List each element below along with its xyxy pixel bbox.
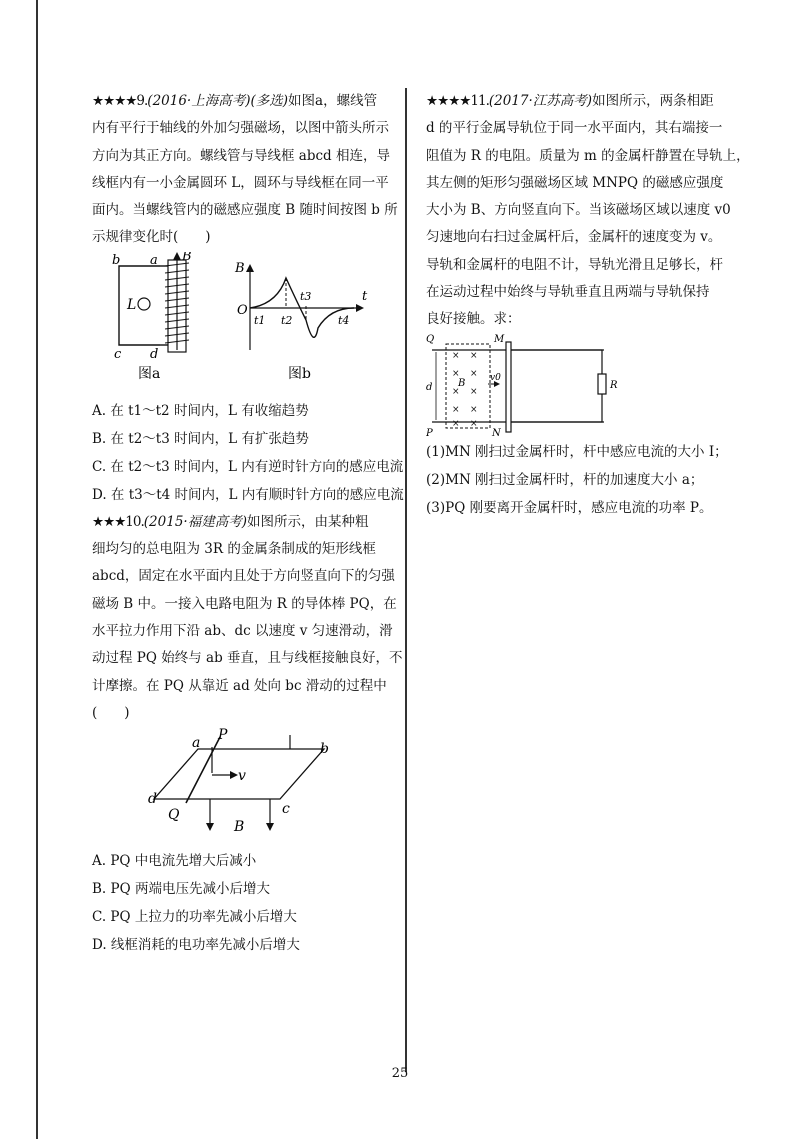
q11-figure bbox=[426, 334, 746, 438]
label-P: P bbox=[218, 727, 228, 744]
q10-line: 磁场 B 中。一接入电路电阻为 R 的导体棒 PQ，在 bbox=[92, 595, 397, 612]
label-b: b bbox=[320, 741, 329, 758]
q11-line: 导轨和金属杆的电阻不计，导轨光滑且足够长，杆 bbox=[426, 256, 723, 273]
q11-line: d 的平行金属导轨位于同一水平面内，其右端接一 bbox=[426, 120, 723, 137]
column-divider bbox=[405, 88, 407, 1072]
q10-source: (2015·福建高考) bbox=[143, 513, 247, 530]
q9-figure-svg bbox=[92, 252, 400, 397]
page-number: 25 bbox=[391, 1066, 409, 1081]
q9-text: 如图a，螺线管 bbox=[288, 93, 378, 109]
q11-stars: ★★★★11. bbox=[426, 93, 489, 109]
question-10 bbox=[92, 509, 403, 959]
left-margin-rule bbox=[36, 0, 38, 1139]
q10-option-c: C. PQ 上拉力的功率先减小后增大 bbox=[92, 909, 297, 926]
label-c: c bbox=[114, 346, 122, 362]
q11-subquestion-2: (2)MN 刚扫过金属杆时，杆的加速度大小 a； bbox=[426, 471, 704, 488]
q10-stars: ★★★10. bbox=[92, 513, 144, 530]
label-N: N bbox=[492, 427, 501, 438]
label-v0: v0 bbox=[490, 372, 501, 383]
tick-t2: t2 bbox=[281, 313, 293, 327]
q9-source: (2016·上海高考)(多选) bbox=[147, 93, 289, 109]
label-B: B bbox=[182, 251, 192, 264]
q11-subquestion-1: (1)MN 刚扫过金属杆时，杆中感应电流的大小 I； bbox=[426, 443, 728, 460]
label-Q: Q bbox=[426, 333, 435, 345]
q11-line: 良好接触。求： bbox=[426, 311, 521, 328]
label-d: d bbox=[426, 381, 433, 393]
label-M: M bbox=[494, 333, 505, 345]
label-P: P bbox=[426, 427, 433, 438]
label-L: L bbox=[127, 296, 137, 313]
q9-option-b: B. 在 t2～t3 时间内，L 有扩张趋势 bbox=[92, 430, 309, 447]
frame-rod-diagram bbox=[92, 727, 400, 847]
q10-line: 细均匀的总电阻为 3R 的金属条制成的矩形线框 bbox=[92, 541, 376, 558]
label-B: B bbox=[234, 819, 245, 836]
question-9 bbox=[92, 88, 404, 509]
svg-text:×: × bbox=[452, 368, 460, 379]
fig-a-caption: 图a bbox=[138, 365, 161, 382]
q9-stars: ★★★★9. bbox=[92, 93, 148, 109]
q9-option-c: C. 在 t2～t3 时间内，L 内有逆时针方向的感应电流 bbox=[92, 458, 404, 475]
label-a: a bbox=[192, 735, 201, 752]
question-11 bbox=[426, 88, 750, 522]
label-d: d bbox=[148, 791, 157, 808]
q11-source: (2017·江苏高考) bbox=[488, 93, 593, 109]
svg-text:×: × bbox=[452, 404, 460, 415]
b-t-graph bbox=[234, 261, 368, 382]
fig-b-caption: 图b bbox=[288, 365, 311, 382]
q11-line: 阻值为 R 的电阻。质量为 m 的金属杆静置在导轨上， bbox=[426, 147, 750, 164]
q9-line: 面内。当螺线管内的磁感应强度 B 随时间按图 b 所 bbox=[92, 202, 398, 219]
label-R: R bbox=[610, 379, 618, 391]
q11-line: 大小为 B、方向竖直向下。当该磁场区域以速度 v0 bbox=[426, 202, 731, 219]
rail-field-diagram bbox=[426, 334, 746, 438]
origin-label: O bbox=[237, 302, 248, 318]
q10-line: abcd，固定在水平面内且处于方向竖直向下的匀强 bbox=[92, 568, 395, 585]
q11-subquestion-3: (3)PQ 刚要离开金属杆时，感应电流的功率 P。 bbox=[426, 499, 713, 516]
axis-label-t: t bbox=[362, 288, 368, 304]
q11-text: 如图所示，两条相距 bbox=[592, 93, 714, 109]
label-Q: Q bbox=[168, 807, 180, 824]
svg-text:×: × bbox=[470, 368, 478, 379]
label-b: b bbox=[112, 252, 121, 268]
q11-line: 匀速地向右扫过金属杆后，金属杆的速度变为 v。 bbox=[426, 229, 722, 246]
q10-line: 动过程 PQ 始终与 ab 垂直，且与线框接触良好，不 bbox=[92, 650, 403, 667]
q11-line-1 bbox=[426, 88, 746, 115]
svg-text:×: × bbox=[470, 350, 478, 361]
solenoid-frame-diagram bbox=[112, 252, 192, 382]
q9-line: 示规律变化时( ) bbox=[92, 229, 211, 246]
q9-line-1 bbox=[92, 88, 400, 115]
left-column bbox=[92, 88, 404, 959]
q10-figure bbox=[92, 727, 400, 847]
q10-option-b: B. PQ 两端电压先减小后增大 bbox=[92, 881, 270, 898]
axis-label-B: B bbox=[235, 260, 245, 276]
svg-text:×: × bbox=[470, 404, 478, 415]
q10-line: ( ) bbox=[92, 704, 130, 721]
q9-option-a: A. 在 t1～t2 时间内，L 有收缩趋势 bbox=[92, 402, 309, 419]
label-v: v bbox=[238, 768, 246, 785]
tick-t1: t1 bbox=[254, 313, 266, 327]
label-d: d bbox=[150, 346, 159, 362]
q10-line: 水平拉力作用下沿 ab、dc 以速度 v 匀速滑动，滑 bbox=[92, 622, 393, 639]
q9-line: 线框内有一小金属圆环 L，圆环与导线框在同一平 bbox=[92, 174, 389, 191]
q9-line: 方向为其正方向。螺线管与导线框 abcd 相连，导 bbox=[92, 147, 390, 164]
q10-text: 如图所示，由某种粗 bbox=[246, 513, 369, 530]
tick-t4: t4 bbox=[338, 313, 350, 327]
q11-line: 其左侧的矩形匀强磁场区域 MNPQ 的磁感应强度 bbox=[426, 174, 724, 191]
right-column bbox=[426, 88, 750, 522]
q9-option-d: D. 在 t3～t4 时间内，L 内有顺时针方向的感应电流 bbox=[92, 486, 404, 503]
label-a: a bbox=[150, 252, 158, 268]
q10-line-1 bbox=[92, 509, 400, 536]
q10-option-d: D. 线框消耗的电功率先减小后增大 bbox=[92, 937, 300, 954]
label-B: B bbox=[458, 377, 466, 389]
label-c: c bbox=[282, 801, 290, 818]
svg-text:×: × bbox=[452, 386, 460, 397]
svg-text:×: × bbox=[470, 418, 478, 429]
q10-line: 计摩擦。在 PQ 从靠近 ad 处向 bc 滑动的过程中 bbox=[92, 677, 387, 694]
q9-line: 内有平行于轴线的外加匀强磁场，以图中箭头所示 bbox=[92, 120, 389, 137]
svg-text:×: × bbox=[452, 350, 460, 361]
q10-option-a: A. PQ 中电流先增大后减小 bbox=[92, 853, 257, 870]
svg-text:×: × bbox=[452, 418, 460, 429]
q11-line: 在运动过程中始终与导轨垂直且两端与导轨保持 bbox=[426, 284, 710, 301]
tick-t3: t3 bbox=[300, 289, 312, 303]
svg-text:×: × bbox=[470, 386, 478, 397]
q9-figures bbox=[92, 252, 400, 397]
